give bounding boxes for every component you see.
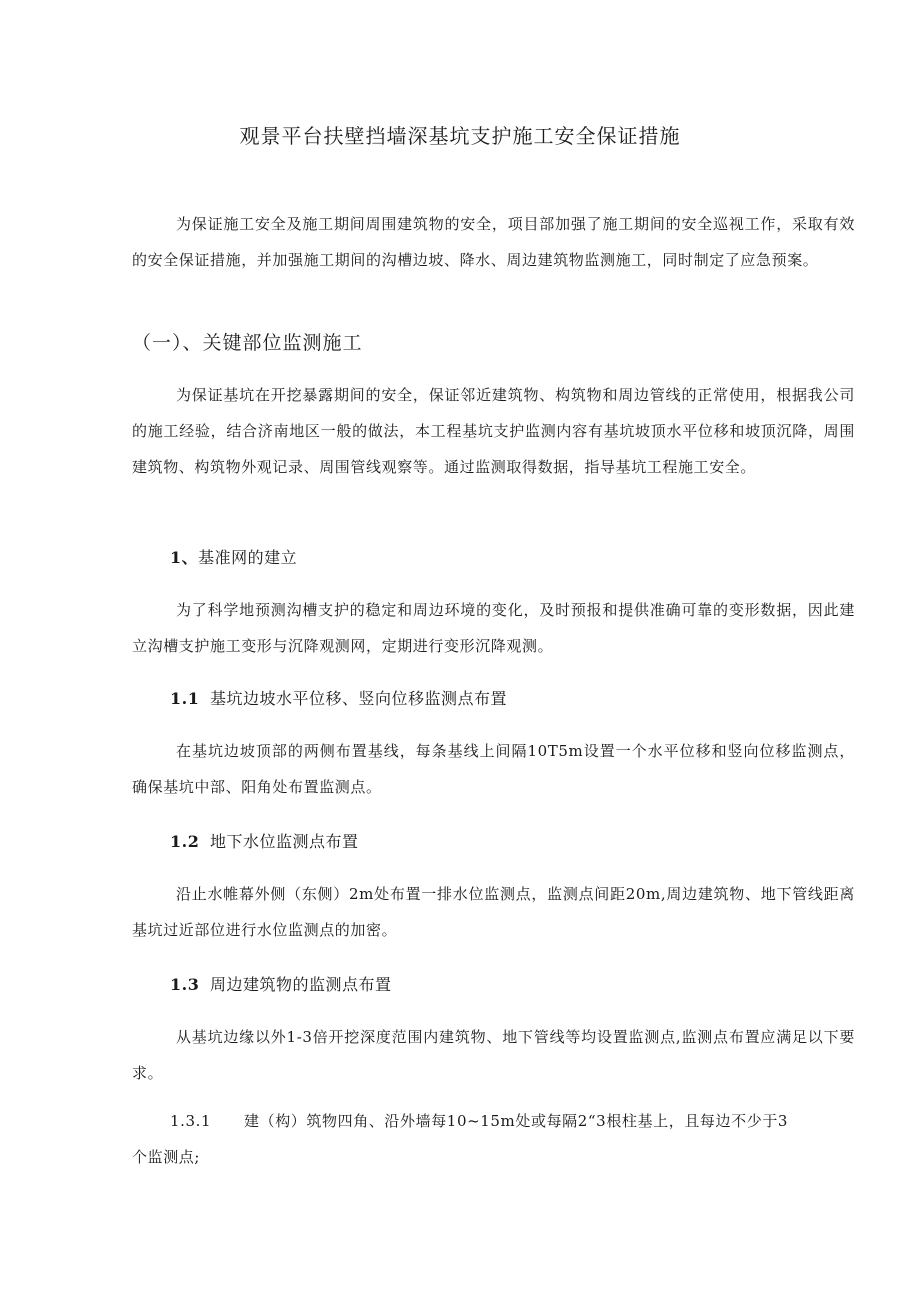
paragraph-1-1: 在基坑边坡顶部的两侧布置基线，每条基线上间隔10T5m设置一个水平位移和竖向位移监测点，确保基坑中部、阳角处布置监测点。 [132, 742, 855, 796]
heading-number: 1.1 [170, 689, 200, 708]
item-number: 1.3.1 [170, 1112, 212, 1130]
heading-1 [170, 545, 297, 568]
heading-number: 1、 [170, 548, 199, 567]
section-heading-1: （一）、关键部位监测施工 [132, 332, 363, 354]
heading-text: 地下水位监测点布置 [210, 832, 359, 851]
heading-text: 基准网的建立 [198, 548, 298, 567]
list-item-1-3-1 [132, 1103, 855, 1175]
heading-1-1 [170, 686, 507, 709]
paragraph-1: 为了科学地预测沟槽支护的稳定和周边环境的变化，及时预报和提供准确可靠的变形数据，因此建立沟槽支护施工变形与沉降观测网，定期进行变形沉降观测。 [132, 601, 855, 655]
heading-text: 周边建筑物的监测点布置 [210, 975, 392, 994]
heading-text: 基坑边坡水平位移、竖向位移监测点布置 [210, 689, 508, 708]
item-text-line2: 个监测点; [132, 1148, 201, 1166]
heading-1-2 [170, 829, 359, 852]
paragraph-1-2: 沿止水帷幕外侧（东侧）2m处布置一排水位监测点，监测点间距20m,周边建筑物、地下管线距离基坑过近部位进行水位监测点的加密。 [132, 885, 855, 939]
heading-number: 1.3 [170, 975, 200, 994]
section1-paragraph: 为保证基坑在开挖暴露期间的安全，保证邻近建筑物、构筑物和周边管线的正常使用，根据我公司的施工经验，结合济南地区一般的做法，本工程基坑支护监测内容有基坑坡顶水平位移和坡顶沉降，周围建筑物、构筑物外观记录、周围管线观察等。通过监测取得数据，指导基坑工程施工安全。 [132, 386, 855, 476]
item-text-line1: 建（构）筑物四角、沿外墙每10~15m处或每隔2“3根柱基上，且每边不少于3 [244, 1112, 789, 1130]
document-title: 观景平台扶壁挡墙深基坑支护施工安全保证措施 [239, 124, 681, 148]
paragraph-1-3: 从基坑边缘以外1-3倍开挖深度范围内建筑物、地下管线等均设置监测点,监测点布置应满足以下要求。 [132, 1028, 855, 1082]
heading-1-3 [170, 972, 392, 995]
heading-number: 1.2 [170, 832, 200, 851]
intro-paragraph: 为保证施工安全及施工期间周围建筑物的安全，项目部加强了施工期间的安全巡视工作，采取有效的安全保证措施，并加强施工期间的沟槽边坡、降水、周边建筑物监测施工，同时制定了应急预案。 [132, 215, 855, 269]
